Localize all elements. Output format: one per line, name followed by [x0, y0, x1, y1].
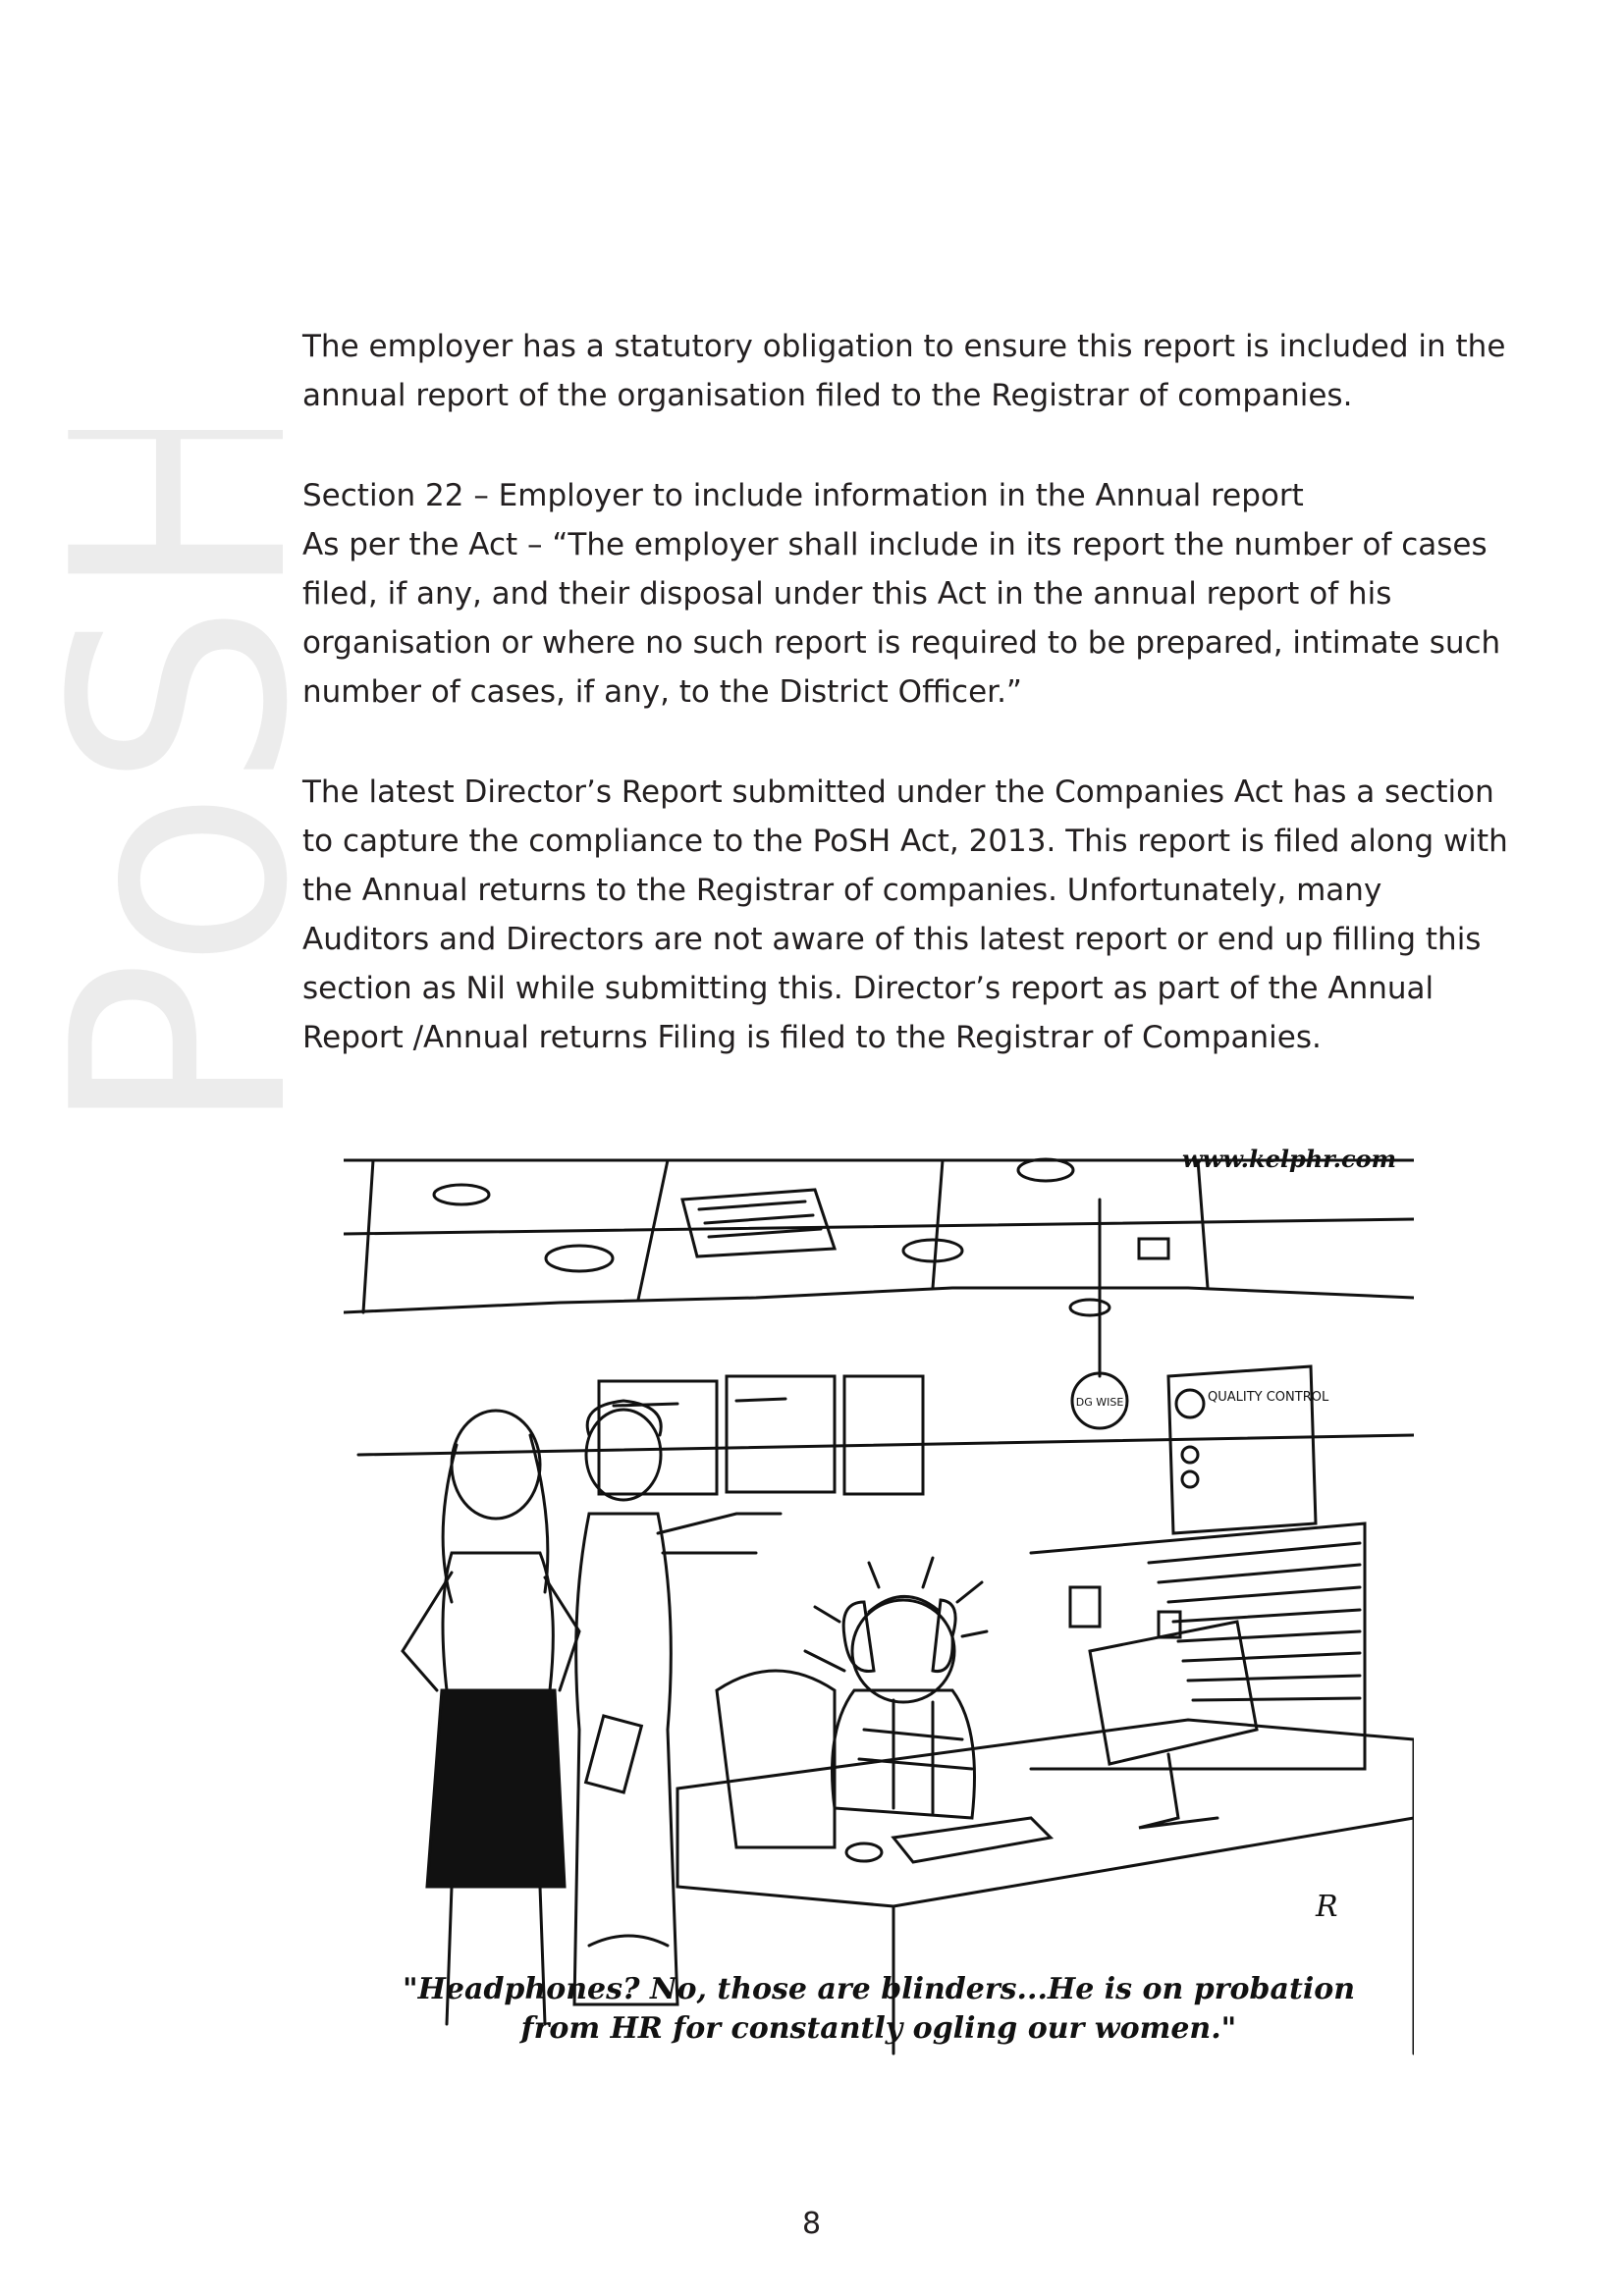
posh-watermark-text: PoSH — [10, 430, 322, 1137]
paragraph-statutory-obligation: The employer has a statutory obligation to ensure this report is included in the annual report of the organisation filed to the Registrar of companies. — [302, 329, 1506, 413]
paragraph-directors-report: The latest Director’s Report submitted under the Companies Act has a section to capture the compliance to the PoSH Act, 2013. This report is filed along with the Annual returns to the Registrar of companies. Unfortunately, many Auditors and Directors are not aware of this latest report or end up filling this section as Nil while submitting this. Director’s report as part of the Annual Report /Annual returns Filing is filed to the Registrar of Companies. — [302, 774, 1508, 1055]
caption-line-2: from HR for constantly ogling our women." — [520, 2011, 1237, 2046]
paragraph-act-quote: As per the Act – “The employer shall include in its report the number of cases filed, if any, and their disposal under this Act in the annual report of his organisation or where no such report is required to be prepared, intimate such number of cases, if any, to the District Officer.” — [302, 527, 1501, 710]
artist-mark: R — [1316, 1890, 1338, 1924]
caption-line-1: "Headphones? No, those are blinders...He is on probation — [402, 1972, 1356, 2006]
cartoon-drawing — [344, 1141, 1414, 2058]
quality-sign-text: QUALITY CONTROL — [1208, 1390, 1329, 1405]
posh-watermark — [0, 430, 322, 1137]
cartoon-url: www.kelphr.com — [1182, 1145, 1396, 1173]
cartoon-caption — [344, 1970, 1414, 2049]
body-text — [302, 322, 1512, 1062]
dg-sign-text: DG WISE — [1075, 1396, 1124, 1409]
page-number: 8 — [801, 2207, 822, 2241]
section-22-heading: Section 22 – Employer to include information in the Annual report — [302, 478, 1304, 513]
cartoon-illustration — [344, 1141, 1414, 2058]
